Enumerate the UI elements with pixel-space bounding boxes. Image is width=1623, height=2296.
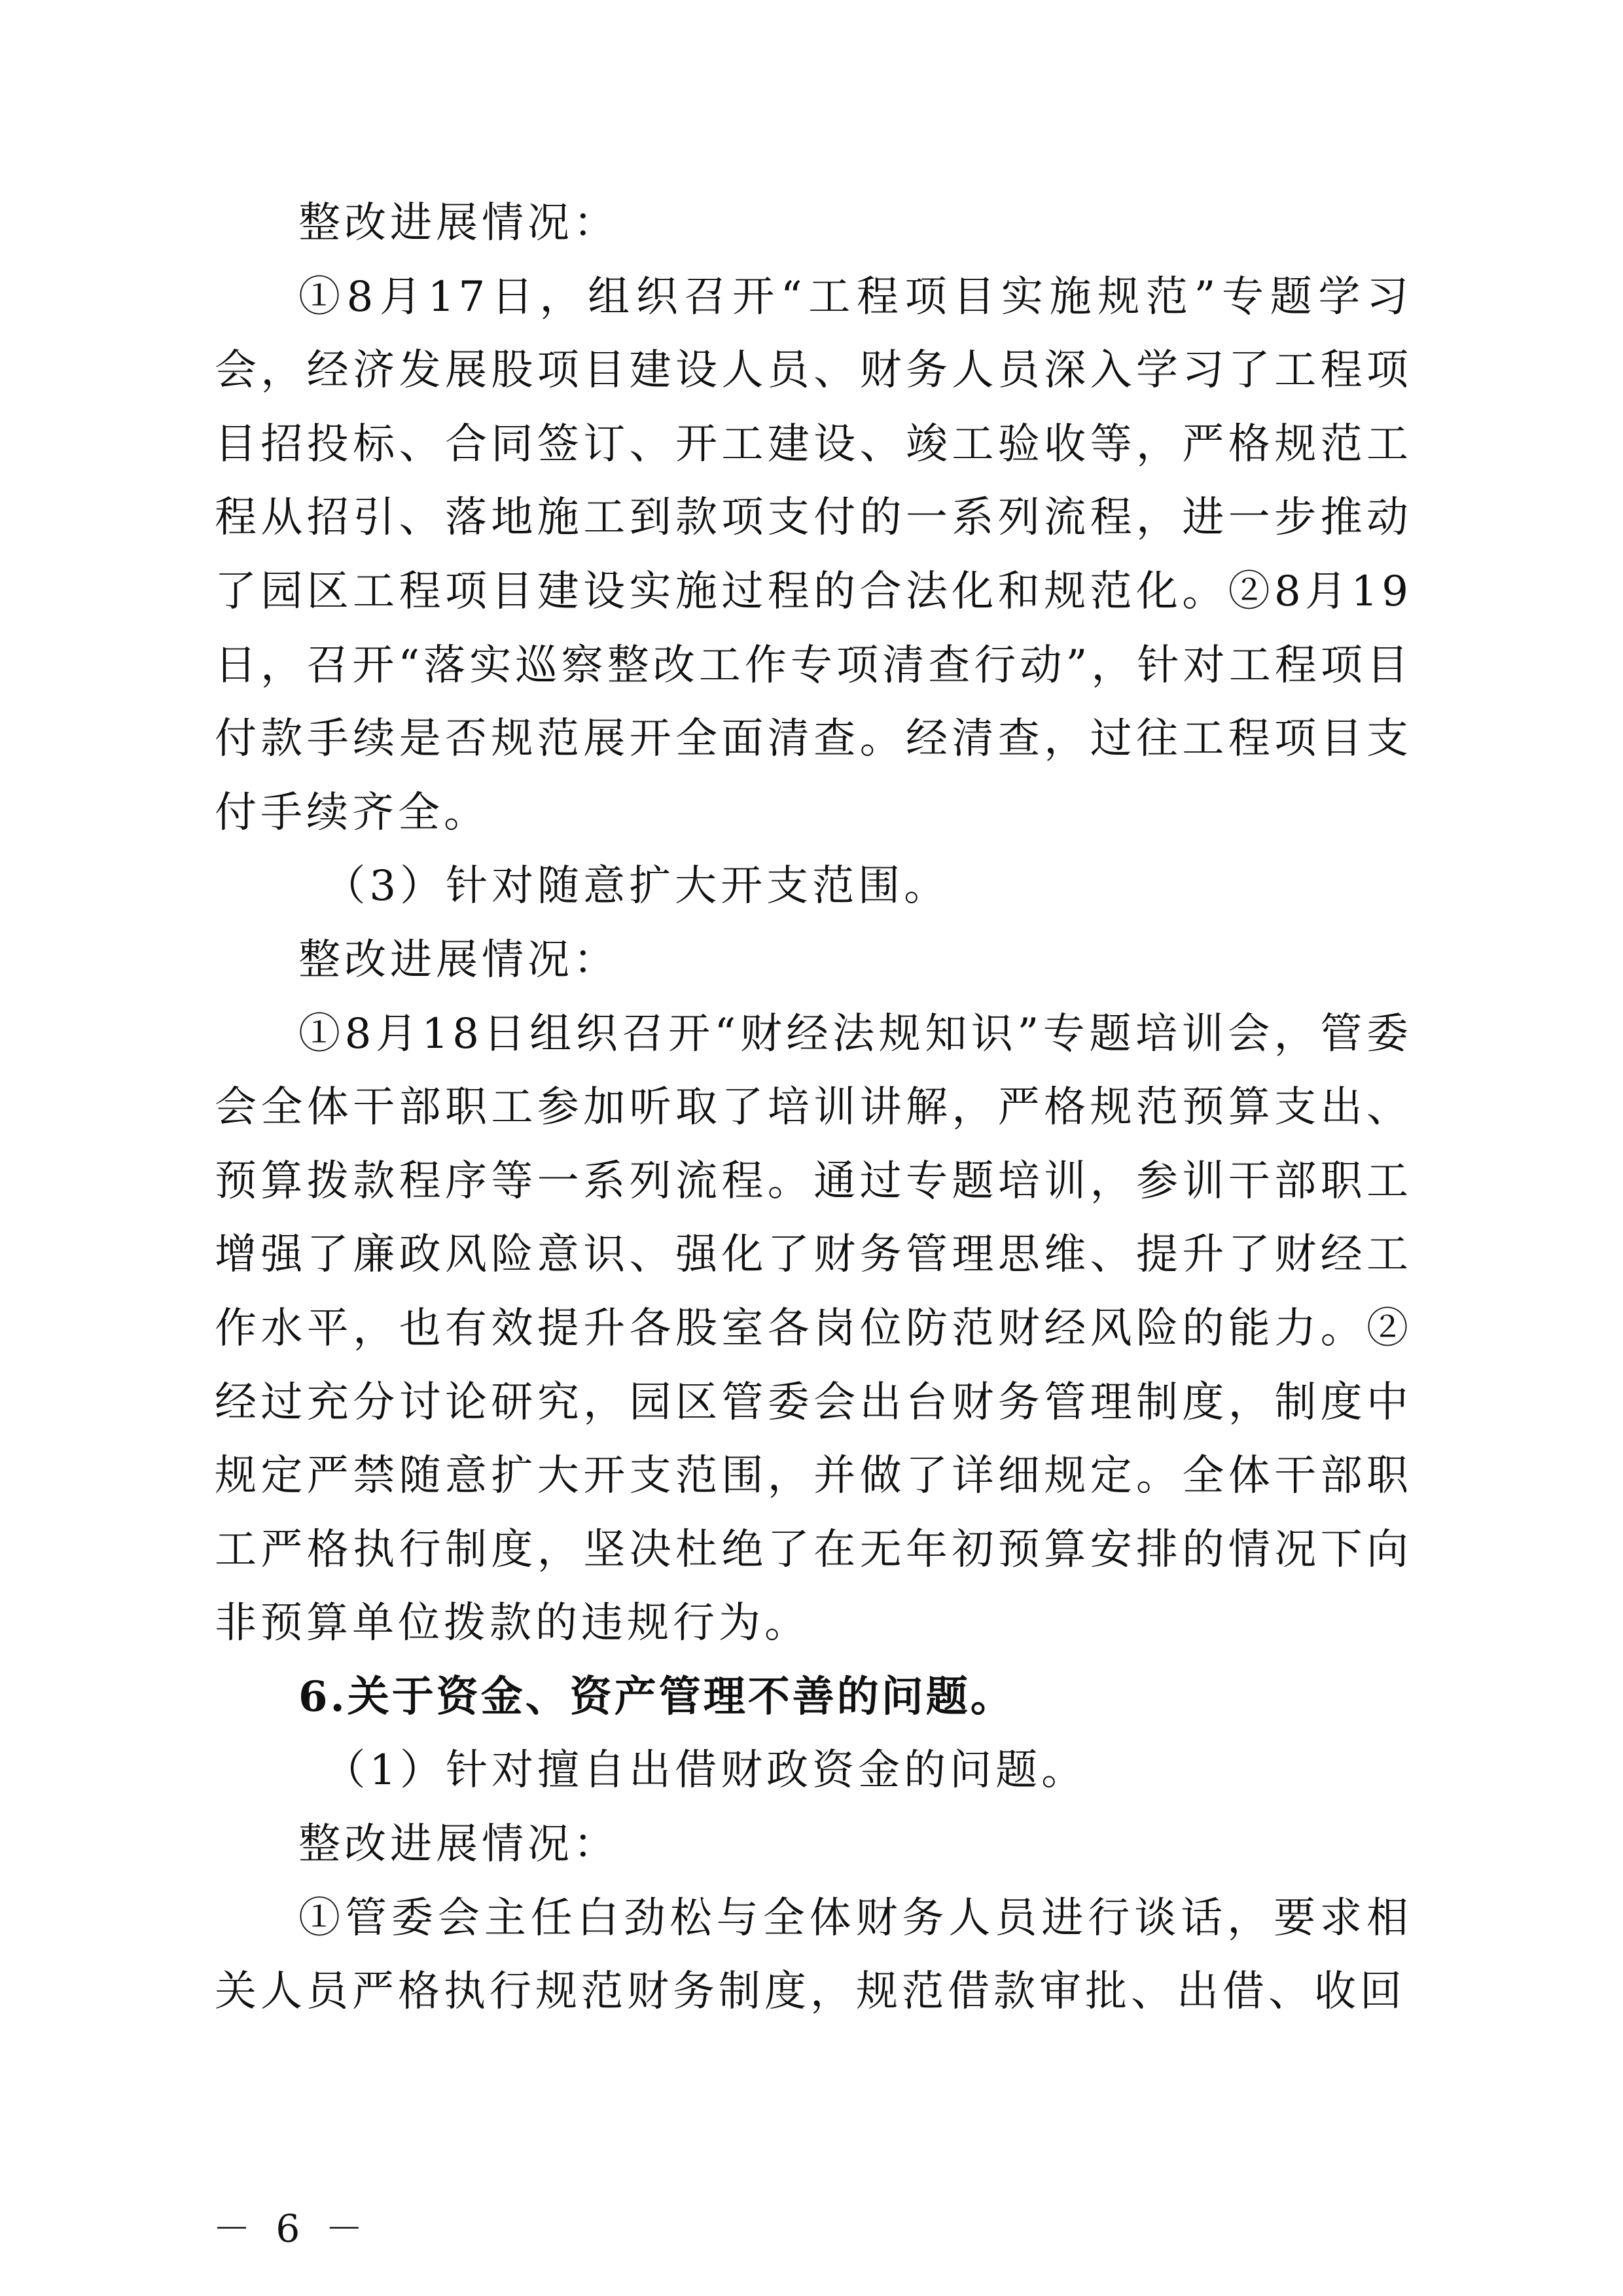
- paragraph-progress-heading-3: 整改进展情况：: [298, 1820, 619, 1869]
- paragraph-subheading-lending: （1）针对擅自出借财政资金的问题。: [323, 1746, 1088, 1795]
- document-body: [215, 187, 1412, 2029]
- paragraph-progress-heading-1: 整改进展情况：: [298, 199, 619, 247]
- paragraph-director-talk: ①管委会主任白劲松与全体财务人员进行谈话，要求相关人员严格执行规范财务制度，规范借款审批、出借、收回: [215, 1893, 1412, 2017]
- paragraph-section-heading-funds: 6.关于资金、资产管理不善的问题。: [298, 1672, 1015, 1721]
- paragraph-progress-heading-2: 整改进展情况：: [298, 935, 619, 984]
- paragraph-subheading-expenditure: （3）针对随意扩大开支范围。: [323, 862, 950, 911]
- paragraph-finance-training: ①8月18日组织召开“财经法规知识”专题培训会，管委会全体干部职工参加听取了培训讲解，严格规范预算支出、预算拨款程序等一系列流程。通过专题培训，参训干部职工增强了廉政风险意识、强化了财务管理思维、提升了财经工作水平，也有效提升各股室各岗位防范财经风险的能力。②经过充分讨论研究，园区管委会出台财务管理制度，制度中规定严禁随意扩大开支范围，并做了详细规定。全体干部职工严格执行制度，坚决杜绝了在无年初预算安排的情况下向非预算单位拨款的违规行为。: [215, 1009, 1412, 1648]
- paragraph-engineering-rectification: ①8月17日，组织召开“工程项目实施规范”专题学习会，经济发展股项目建设人员、财务人员深入学习了工程项目招投标、合同签订、开工建设、竣工验收等，严格规范工程从招引、落地施工到款项支付的一系列流程，进一步推动了园区工程项目建设实施过程的合法化和规范化。②8月19日，召开“落实巡察整改工作专项清查行动”，针对工程项目付款手续是否规范展开全面清查。经清查，过往工程项目支付手续齐全。: [215, 272, 1412, 837]
- page-number: － 6 －: [213, 2206, 370, 2251]
